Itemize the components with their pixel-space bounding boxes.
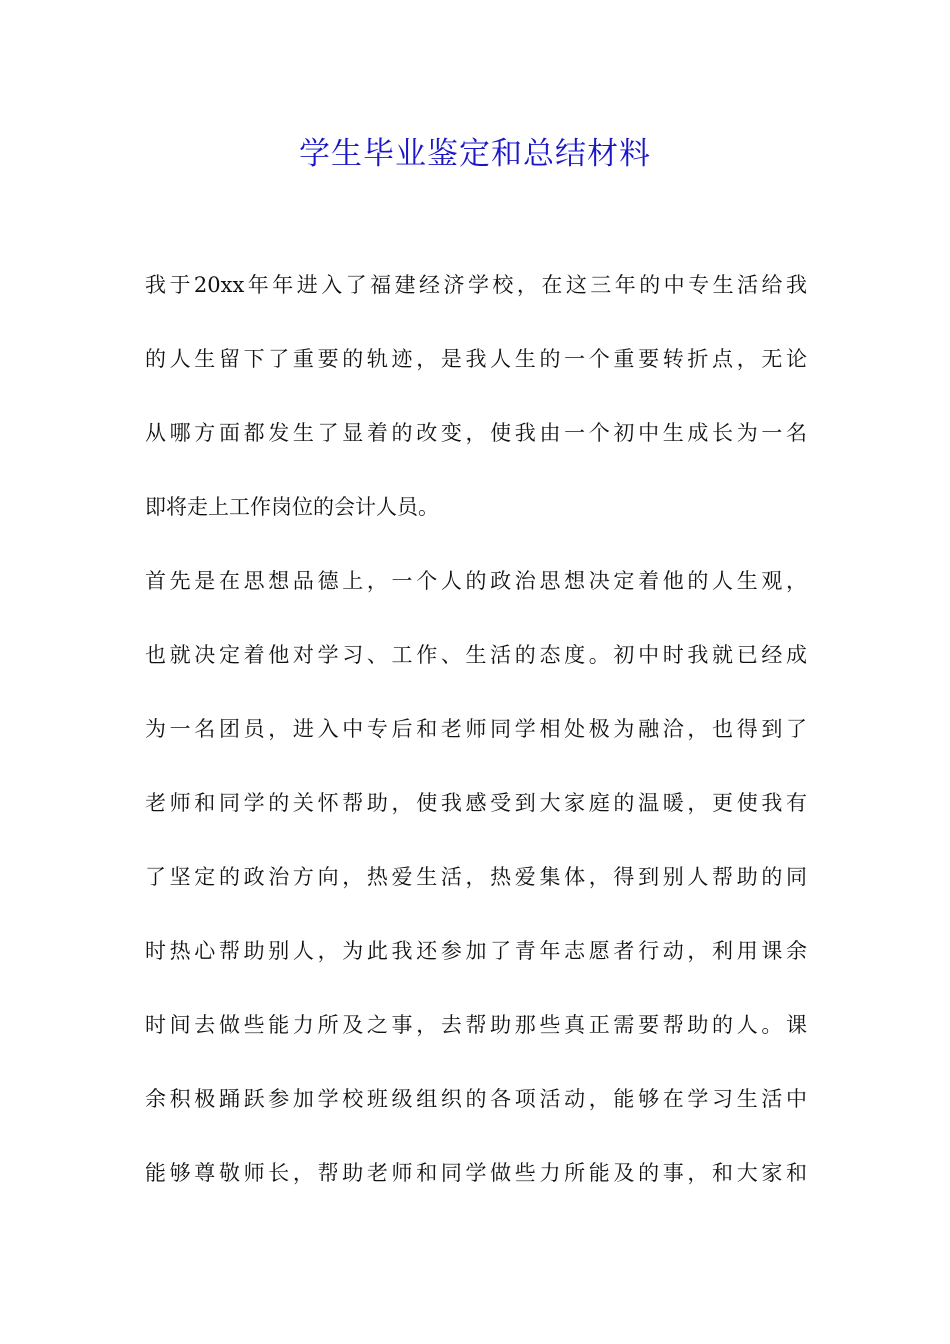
paragraph-line: 时热心帮助别人，为此我还参加了青年志愿者行动，利用课余	[145, 939, 807, 963]
paragraph-line: 为一名团员，进入中专后和老师同学相处极为融洽，也得到了	[145, 717, 807, 741]
paragraph-line: 了坚定的政治方向，热爱生活，热爱集体，得到别人帮助的同	[145, 865, 807, 889]
paragraph-line: 我于20xx年年进入了福建经济学校，在这三年的中专生活给我	[145, 273, 807, 297]
paragraph-line: 首先是在思想品德上，一个人的政治思想决定着他的人生观，	[145, 569, 807, 593]
paragraph-line: 能够尊敬师长，帮助老师和同学做些力所能及的事，和大家和	[145, 1161, 807, 1185]
document-body	[145, 258, 807, 1220]
paragraph-line: 从哪方面都发生了显着的改变，使我由一个初中生成长为一名	[145, 421, 807, 445]
paragraph-line: 也就决定着他对学习、工作、生活的态度。初中时我就已经成	[145, 643, 807, 667]
document-title: 学生毕业鉴定和总结材料	[299, 136, 651, 172]
paragraph-line: 的人生留下了重要的轨迹，是我人生的一个重要转折点，无论	[145, 347, 807, 371]
paragraph-line: 即将走上工作岗位的会计人员。	[145, 495, 439, 519]
paragraph-line: 老师和同学的关怀帮助，使我感受到大家庭的温暖，更使我有	[145, 791, 807, 815]
paragraph-line: 时间去做些能力所及之事，去帮助那些真正需要帮助的人。课	[145, 1013, 807, 1037]
paragraph-line: 余积极踊跃参加学校班级组织的各项活动，能够在学习生活中	[145, 1087, 807, 1111]
